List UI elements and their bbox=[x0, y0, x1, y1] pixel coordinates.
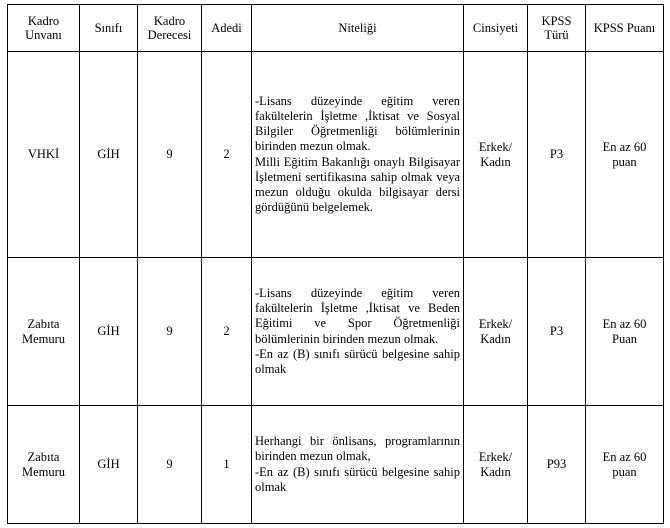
cell-kadro-unvani: Zabıta Memuru bbox=[8, 406, 80, 524]
cell-niteligi bbox=[252, 258, 464, 406]
column-header-adedi: Adedi bbox=[202, 5, 252, 52]
column-header-kpss-turu: KPSS Türü bbox=[528, 5, 586, 52]
cell-kadro-unvani: VHKİ bbox=[8, 52, 80, 258]
cell-kpss-puani: En az 60 puan bbox=[586, 406, 664, 524]
cell-kpss-turu: P3 bbox=[528, 258, 586, 406]
column-header-kpss-puani: KPSS Puanı bbox=[586, 5, 664, 52]
nitelik-paragraph: Milli Eğitim Bakanlığı onaylı Bilgisayar İşletmeni sertifikasına sahip olmak veya mezun olduğu okulda bilgisayar dersi gördüğünü belgelemek. bbox=[255, 154, 460, 215]
column-header-kadro-derecesi: Kadro Derecesi bbox=[138, 5, 202, 52]
table-header-row bbox=[8, 5, 664, 52]
cell-cinsiyeti: Erkek/ Kadın bbox=[464, 258, 528, 406]
cell-sinifi: GİH bbox=[80, 52, 138, 258]
cell-niteligi bbox=[252, 406, 464, 524]
cell-kadro-derecesi: 9 bbox=[138, 258, 202, 406]
nitelik-paragraph: -En az (B) sınıfı sürücü belgesine sahip olmak bbox=[255, 346, 460, 376]
nitelik-paragraph: -En az (B) sınıfı sürücü belgesine sahip olmak bbox=[255, 464, 460, 494]
cell-kpss-turu: P3 bbox=[528, 52, 586, 258]
table-body bbox=[8, 52, 664, 524]
table-row bbox=[8, 52, 664, 258]
cell-adedi: 2 bbox=[202, 52, 252, 258]
cell-sinifi: GİH bbox=[80, 258, 138, 406]
kadro-table bbox=[7, 4, 664, 524]
cell-kpss-puani: En az 60 Puan bbox=[586, 258, 664, 406]
cell-kpss-turu: P93 bbox=[528, 406, 586, 524]
column-header-sinifi: Sınıfı bbox=[80, 5, 138, 52]
cell-adedi: 1 bbox=[202, 406, 252, 524]
column-header-kadro-unvani: Kadro Unvanı bbox=[8, 5, 80, 52]
cell-niteligi bbox=[252, 52, 464, 258]
column-header-niteligi: Niteliği bbox=[252, 5, 464, 52]
cell-adedi: 2 bbox=[202, 258, 252, 406]
column-header-cinsiyeti: Cinsiyeti bbox=[464, 5, 528, 52]
cell-sinifi: GİH bbox=[80, 406, 138, 524]
table-row bbox=[8, 406, 664, 524]
nitelik-paragraph: Herhangi bir önlisans, programlarının birinden mezun olmak, bbox=[255, 434, 460, 464]
cell-kpss-puani: En az 60 puan bbox=[586, 52, 664, 258]
table-header bbox=[8, 5, 664, 52]
cell-cinsiyeti: Erkek/ Kadın bbox=[464, 52, 528, 258]
cell-kadro-derecesi: 9 bbox=[138, 52, 202, 258]
table-row bbox=[8, 258, 664, 406]
cell-cinsiyeti: Erkek/ Kadın bbox=[464, 406, 528, 524]
nitelik-paragraph: -Lisans düzeyinde eğitim veren fakültelerin İşletme ,İktisat ve Sosyal Bilgiler Öğretmenliği bölümlerinin birinden mezun olmak. bbox=[255, 93, 460, 154]
nitelik-paragraph: -Lisans düzeyinde eğitim veren fakültelerin İşletme ,İktisat ve Beden Eğitimi ve Spor Öğretmenliği bölümlerinin birinden mezun olmak. bbox=[255, 285, 460, 346]
cell-kadro-derecesi: 9 bbox=[138, 406, 202, 524]
cell-kadro-unvani: Zabıta Memuru bbox=[8, 258, 80, 406]
